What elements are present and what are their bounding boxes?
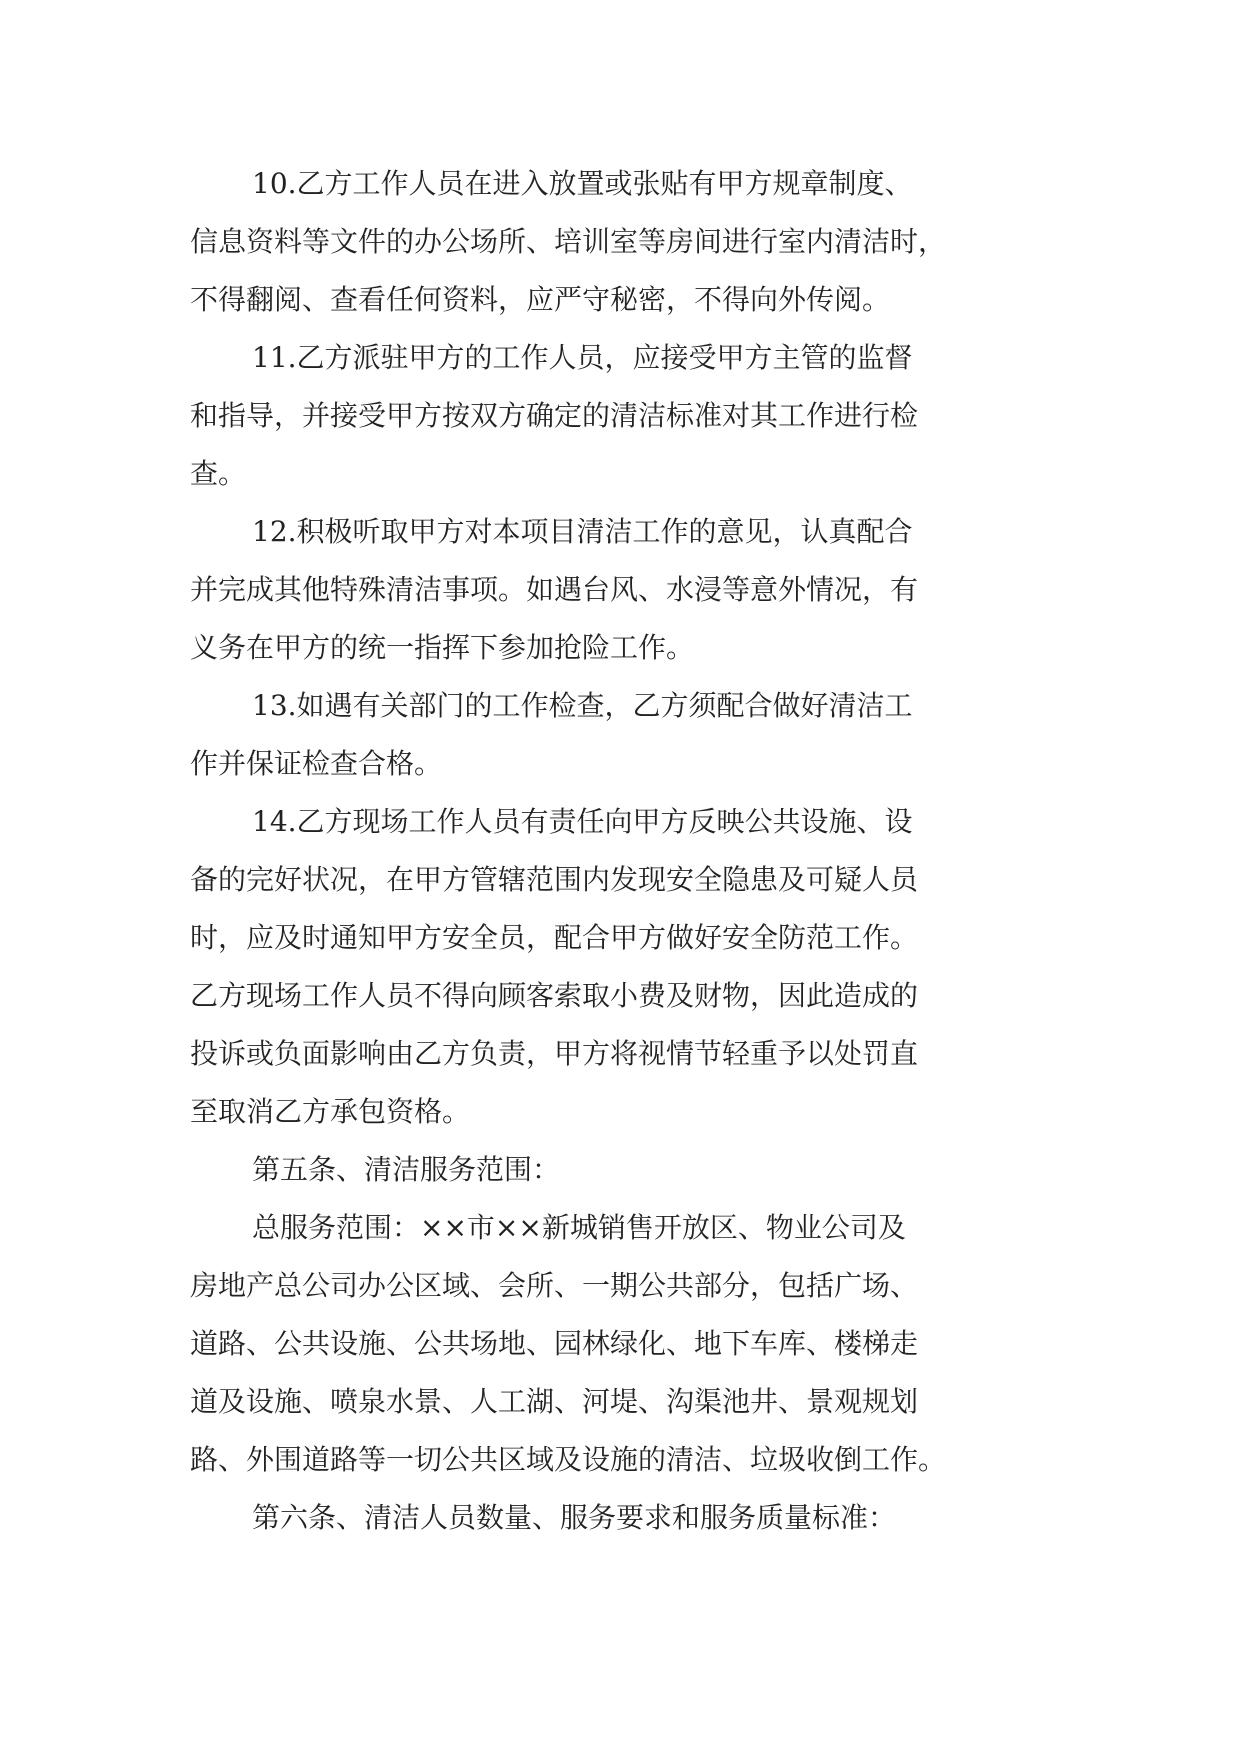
paragraph-14-line-5: 投诉或负面影响由乙方负责，甲方将视情节轻重予以处罚直 bbox=[190, 1037, 919, 1070]
paragraph-11-line-2: 和指导，并接受甲方按双方确定的清洁标准对其工作进行检 bbox=[190, 399, 919, 432]
paragraph-13-line-2: 作并保证检查合格。 bbox=[190, 747, 443, 780]
scope-paragraph-line-3: 道路、公共设施、公共场地、园林绿化、地下车库、楼梯走 bbox=[190, 1327, 919, 1360]
section-5-heading: 第五条、清洁服务范围： bbox=[252, 1153, 561, 1186]
scope-paragraph-line-2: 房地产总公司办公区域、会所、一期公共部分，包括广场、 bbox=[190, 1269, 919, 1302]
paragraph-13-line-1: 13.如遇有关部门的工作检查，乙方须配合做好清洁工 bbox=[252, 689, 913, 722]
paragraph-10-line-1: 10.乙方工作人员在进入放置或张贴有甲方规章制度、 bbox=[252, 167, 913, 200]
paragraph-11-line-3: 查。 bbox=[190, 457, 247, 490]
scope-paragraph-line-4: 道及设施、喷泉水景、人工湖、河堤、沟渠池井、景观规划 bbox=[190, 1385, 919, 1418]
paragraph-10-line-2: 信息资料等文件的办公场所、培训室等房间进行室内清洁时， bbox=[190, 225, 947, 258]
section-6-heading: 第六条、清洁人员数量、服务要求和服务质量标准： bbox=[252, 1501, 897, 1534]
paragraph-10-line-3: 不得翻阅、查看任何资料，应严守秘密，不得向外传阅。 bbox=[190, 283, 891, 316]
paragraph-12-line-3: 义务在甲方的统一指挥下参加抢险工作。 bbox=[190, 631, 695, 664]
paragraph-14-line-6: 至取消乙方承包资格。 bbox=[190, 1095, 471, 1128]
paragraph-12-line-1: 12.积极听取甲方对本项目清洁工作的意见，认真配合 bbox=[252, 515, 913, 548]
scope-paragraph-line-1: 总服务范围：××市××新城销售开放区、物业公司及 bbox=[252, 1211, 906, 1244]
paragraph-14-line-4: 乙方现场工作人员不得向顾客索取小费及财物，因此造成的 bbox=[190, 979, 919, 1012]
scope-paragraph-line-5: 路、外围道路等一切公共区域及设施的清洁、垃圾收倒工作。 bbox=[190, 1443, 947, 1476]
paragraph-12-line-2: 并完成其他特殊清洁事项。如遇台风、水浸等意外情况，有 bbox=[190, 573, 919, 606]
paragraph-14-line-1: 14.乙方现场工作人员有责任向甲方反映公共设施、设 bbox=[252, 805, 913, 838]
paragraph-14-line-3: 时，应及时通知甲方安全员，配合甲方做好安全防范工作。 bbox=[190, 921, 919, 954]
paragraph-14-line-2: 备的完好状况，在甲方管辖范围内发现安全隐患及可疑人员 bbox=[190, 863, 919, 896]
paragraph-11-line-1: 11.乙方派驻甲方的工作人员，应接受甲方主管的监督 bbox=[252, 341, 913, 374]
